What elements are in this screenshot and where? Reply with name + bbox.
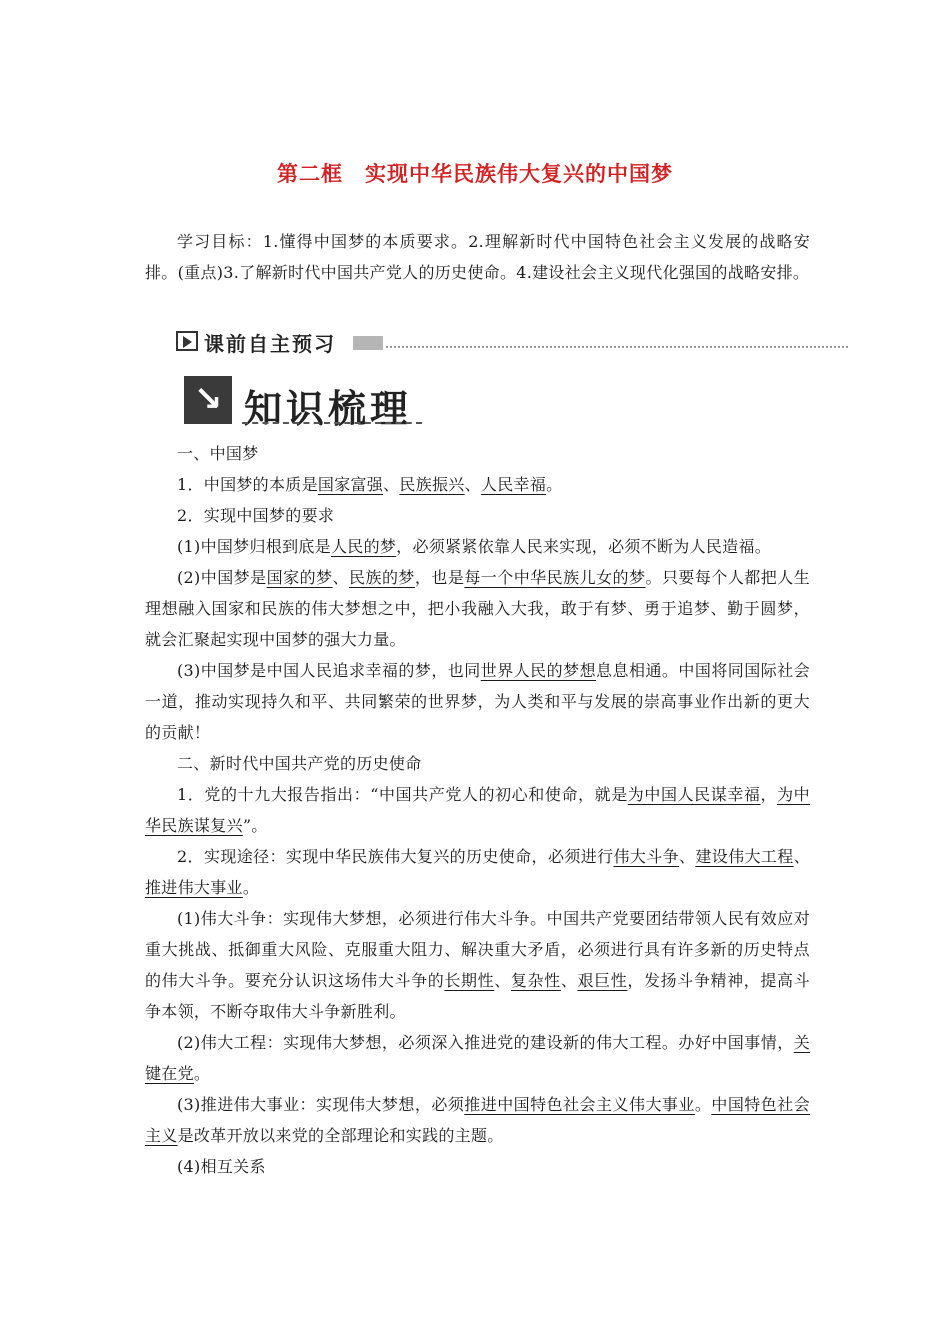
paragraph: (2)中国梦是国家的梦、民族的梦，也是每一个中华民族儿女的梦。只要每个人都把人生理想融入国家和民族的伟大梦想之中，把小我融入大我，敢于有梦、勇于追梦、勤于圆梦，就会汇聚起实现中国梦的强大力量。: [145, 568, 811, 649]
page-title: 第二框 实现中华民族伟大复兴的中国梦: [277, 162, 673, 186]
key-term: 复杂性: [510, 971, 561, 990]
banner-decoration: [353, 336, 383, 350]
key-term: 为中华民族谋复兴: [145, 785, 810, 835]
key-term: 每一个中华民族儿女的梦: [464, 568, 646, 587]
key-term: 长期性: [444, 971, 495, 990]
paragraph: (3)中国梦是中国人民追求幸福的梦，也同世界人民的梦想息息相通。中国将同国际社会一道，推动实现持久和平、共同繁荣的世界梦，为人类和平与发展的崇高事业作出新的更大的贡献！: [145, 661, 810, 742]
banner-divider: [386, 346, 848, 348]
learning-objectives: [145, 226, 810, 288]
section-banner: [176, 328, 848, 354]
paragraph: 1．中国梦的本质是国家富强、民族振兴、人民幸福。: [177, 475, 563, 494]
key-term: 艰巨性: [577, 971, 628, 990]
key-term: 建设伟大工程: [695, 847, 794, 866]
content-body: [145, 438, 810, 1182]
paragraph: 2．实现途径：实现中华民族伟大复兴的历史使命，必须进行伟大斗争、建设伟大工程、推进伟大事业。: [145, 847, 810, 897]
key-term: 人民幸福: [480, 475, 547, 494]
paragraph: 1．党的十九大报告指出：“中国共产党人的初心和使命，就是为中国人民谋幸福，为中华民族谋复兴”。: [145, 785, 810, 835]
knowledge-header-underline: [242, 422, 422, 424]
key-term: 人民的梦: [330, 537, 397, 556]
key-term: 伟大斗争: [613, 847, 679, 866]
knowledge-header-label: 知识梳理: [244, 387, 413, 431]
paragraph: (1)中国梦归根到底是人民的梦，必须紧紧依靠人民来实现，必须不断为人民造福。: [177, 537, 772, 556]
knowledge-header: [184, 376, 424, 431]
section-heading: 一、中国梦: [177, 444, 259, 463]
key-term: 民族的梦: [349, 568, 415, 587]
key-term: 国家富强: [317, 475, 384, 494]
key-term: 推进中国特色社会主义伟大事业: [464, 1095, 695, 1114]
key-term: 中国特色社会主义: [145, 1095, 810, 1145]
key-term: 为中国人民谋幸福: [627, 785, 761, 804]
paragraph: (4)相互关系: [177, 1157, 266, 1176]
key-term: 关键在党: [145, 1033, 810, 1083]
key-term: 国家的梦: [266, 568, 333, 587]
paragraph: 2．实现中国梦的要求: [177, 506, 335, 525]
key-term: 民族振兴: [399, 475, 465, 494]
key-term: 世界人民的梦想: [480, 661, 597, 680]
paragraph: (3)推进伟大事业：实现伟大梦想，必须推进中国特色社会主义伟大事业。中国特色社会主义是改革开放以来党的全部理论和实践的主题。: [145, 1095, 810, 1145]
arrow-icon: ↘: [184, 376, 232, 424]
key-term: 推进伟大事业: [145, 878, 243, 897]
objectives-text: 学习目标：1.懂得中国梦的本质要求。2.理解新时代中国特色社会主义发展的战略安排。(重点)3.了解新时代中国共产党人的历史使命。4.建设社会主义现代化强国的战略安排。: [145, 232, 810, 282]
section-banner-label: 课前自主预习: [204, 332, 336, 356]
play-arrow-icon: [176, 331, 198, 351]
section-heading: 二、新时代中国共产党的历史使命: [177, 754, 422, 773]
paragraph: (2)伟大工程：实现伟大梦想，必须深入推进党的建设新的伟大工程。办好中国事情，关键在党。: [145, 1033, 810, 1083]
paragraph: (1)伟大斗争：实现伟大梦想，必须进行伟大斗争。中国共产党要团结带领人民有效应对重大挑战、抵御重大风险、克服重大阻力、解决重大矛盾，必须进行具有许多新的历史特点的伟大斗争。要充分认识这场伟大斗争的长期性、复杂性、艰巨性，发扬斗争精神，提高斗争本领，不断夺取伟大斗争新胜利。: [145, 909, 810, 1021]
